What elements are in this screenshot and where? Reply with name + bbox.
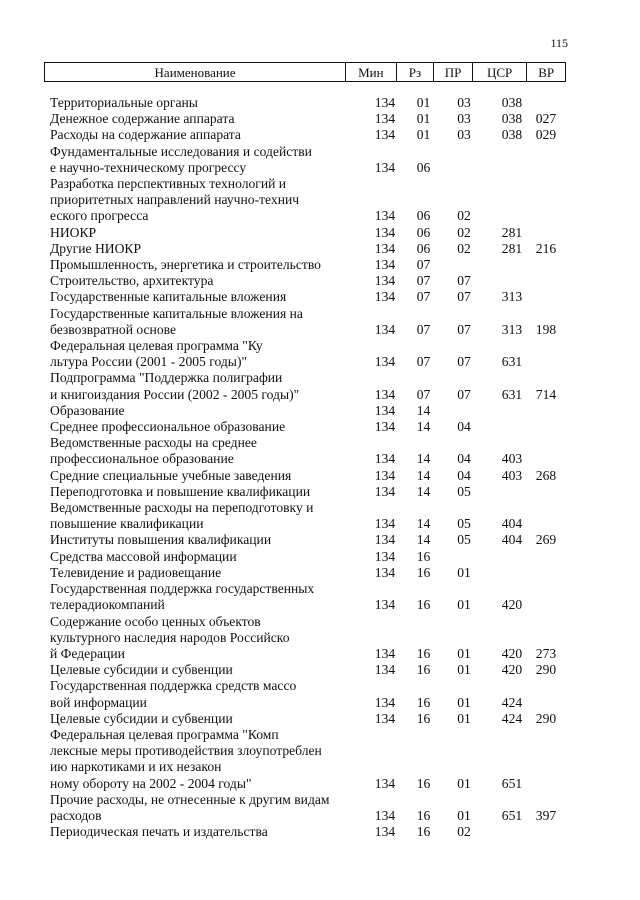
row-pr: 02 — [457, 824, 471, 840]
row-rz: 06 — [416, 208, 431, 224]
row-name: Содержание особо ценных объектов культурного наследия народов Российско й Федерации — [50, 613, 290, 661]
row-vr: 290 — [535, 662, 557, 678]
row-name: Государственная поддержка государственных телерадиокомпаний — [50, 581, 315, 613]
table-row — [0, 532, 640, 548]
table-row — [0, 484, 640, 500]
row-name: НИОКР — [50, 224, 97, 240]
row-csr: 420 — [501, 597, 523, 613]
row-rz: 06 — [416, 159, 431, 175]
row-name: Ведомственные расходы на среднее профессиональное образование — [50, 435, 257, 467]
table-row — [0, 565, 640, 581]
row-min: 134 — [374, 273, 396, 289]
row-csr: 631 — [501, 354, 523, 370]
row-rz: 16 — [416, 662, 431, 678]
row-csr: 651 — [501, 807, 523, 823]
row-pr: 01 — [457, 662, 471, 678]
row-rz: 06 — [416, 240, 431, 256]
row-pr: 01 — [457, 597, 471, 613]
row-csr: 038 — [501, 127, 523, 143]
row-csr: 424 — [501, 694, 523, 710]
row-min: 134 — [374, 532, 396, 548]
row-min: 134 — [374, 224, 396, 240]
row-csr: 420 — [501, 662, 523, 678]
row-csr: 281 — [501, 224, 523, 240]
row-min: 134 — [374, 451, 396, 467]
row-csr: 404 — [501, 532, 523, 548]
row-min: 134 — [374, 127, 396, 143]
row-name: Целевые субсидии и субвенции — [50, 710, 233, 726]
table-body — [0, 95, 640, 840]
row-pr: 05 — [457, 483, 471, 499]
row-pr: 07 — [457, 289, 471, 305]
row-rz: 07 — [416, 257, 431, 273]
header-name: Наименование — [154, 64, 236, 80]
row-min: 134 — [374, 548, 396, 564]
row-csr: 424 — [501, 710, 523, 726]
row-min: 134 — [374, 386, 396, 402]
row-csr: 403 — [501, 451, 523, 467]
row-rz: 14 — [416, 402, 431, 418]
row-pr: 01 — [457, 710, 471, 726]
row-min: 134 — [374, 159, 396, 175]
row-pr: 07 — [457, 354, 471, 370]
row-name: Прочие расходы, не отнесенные к другим видам расходов — [50, 791, 330, 823]
table-row — [0, 824, 640, 840]
row-name: Подпрограмма "Поддержка полиграфии и книгоиздания России (2002 - 2005 годы)" — [50, 370, 300, 402]
row-name: Образование — [50, 402, 125, 418]
row-vr: 027 — [535, 111, 557, 127]
row-rz: 16 — [416, 694, 431, 710]
table-row — [0, 225, 640, 241]
table-header — [44, 62, 566, 82]
table-row — [0, 549, 640, 565]
row-name: Средства массовой информации — [50, 548, 237, 564]
row-min: 134 — [374, 807, 396, 823]
row-vr: 714 — [535, 386, 557, 402]
row-rz: 14 — [416, 451, 431, 467]
row-csr: 651 — [501, 775, 523, 791]
row-rz: 16 — [416, 710, 431, 726]
row-vr: 269 — [535, 532, 557, 548]
row-name: Разработка перспективных технологий и приоритетных направлений научно-технич еского прогресса — [50, 176, 300, 224]
row-name: Телевидение и радиовещание — [50, 564, 222, 580]
table-row — [0, 111, 640, 127]
header-rz: Рз — [396, 63, 434, 81]
row-csr: 313 — [501, 321, 523, 337]
row-rz: 16 — [416, 807, 431, 823]
header-csr: ЦСР — [472, 63, 526, 81]
row-min: 134 — [374, 597, 396, 613]
row-name: Государственные капитальные вложения — [50, 289, 287, 305]
row-pr: 07 — [457, 273, 471, 289]
row-csr: 281 — [501, 240, 523, 256]
row-min: 134 — [374, 824, 396, 840]
row-name: Территориальные органы — [50, 95, 198, 110]
row-pr: 01 — [457, 807, 471, 823]
row-min: 134 — [374, 419, 396, 435]
row-name: Фундаментальные исследования и содействи е научно-техническому прогрессу — [50, 143, 312, 175]
row-rz: 14 — [416, 483, 431, 499]
row-pr: 03 — [457, 111, 471, 127]
table-row — [0, 273, 640, 289]
row-min: 134 — [374, 321, 396, 337]
row-pr: 02 — [457, 224, 471, 240]
row-vr: 290 — [535, 710, 557, 726]
row-rz: 14 — [416, 467, 431, 483]
row-name: Денежное содержание аппарата — [50, 111, 235, 127]
table-row — [0, 614, 640, 663]
table-row — [0, 468, 640, 484]
table-row — [0, 257, 640, 273]
row-rz: 14 — [416, 419, 431, 435]
table-row — [0, 419, 640, 435]
table-row — [0, 370, 640, 402]
row-name: Периодическая печать и издательства — [50, 824, 268, 840]
table-row — [0, 581, 640, 613]
row-rz: 16 — [416, 645, 431, 661]
header-vr: ВР — [526, 63, 565, 81]
table-row — [0, 792, 640, 824]
row-name: Государственные капитальные вложения на безвозвратной основе — [50, 305, 303, 337]
row-rz: 16 — [416, 548, 431, 564]
table-row — [0, 241, 640, 257]
row-vr: 268 — [535, 467, 557, 483]
row-csr: 403 — [501, 467, 523, 483]
row-rz: 07 — [416, 289, 431, 305]
row-name: Другие НИОКР — [50, 240, 142, 256]
row-min: 134 — [374, 564, 396, 580]
row-pr: 04 — [457, 419, 471, 435]
row-name: Федеральная целевая программа "Комп лексные меры противодействия злоупотреблен ию наркотиками и их незакон ному обороту на 2002 - 2004 годы" — [50, 726, 322, 791]
row-rz: 01 — [416, 95, 431, 110]
row-vr: 397 — [535, 807, 557, 823]
row-name: Промышленность, энергетика и строительство — [50, 257, 321, 273]
table-row — [0, 289, 640, 305]
row-csr: 420 — [501, 645, 523, 661]
row-min: 134 — [374, 208, 396, 224]
row-rz: 07 — [416, 354, 431, 370]
row-rz: 16 — [416, 775, 431, 791]
row-vr: 216 — [535, 240, 557, 256]
header-min: Мин — [345, 63, 396, 81]
row-name: Переподготовка и повышение квалификации — [50, 483, 311, 499]
row-pr: 05 — [457, 532, 471, 548]
row-min: 134 — [374, 354, 396, 370]
row-pr: 04 — [457, 467, 471, 483]
table-row — [0, 306, 640, 338]
row-rz: 14 — [416, 516, 431, 532]
row-vr: 273 — [535, 645, 557, 661]
page-number: 115 — [550, 36, 568, 50]
row-csr: 313 — [501, 289, 523, 305]
row-pr: 01 — [457, 694, 471, 710]
row-pr: 02 — [457, 208, 471, 224]
table-row — [0, 435, 640, 467]
row-rz: 01 — [416, 111, 431, 127]
table-row — [0, 662, 640, 678]
table-row — [0, 711, 640, 727]
row-min: 134 — [374, 516, 396, 532]
row-pr: 01 — [457, 564, 471, 580]
table-row — [0, 727, 640, 792]
row-name: Федеральная целевая программа "Ку льтура России (2001 - 2005 годы)" — [50, 338, 263, 370]
row-pr: 01 — [457, 775, 471, 791]
row-name: Институты повышения квалификации — [50, 532, 272, 548]
row-min: 134 — [374, 467, 396, 483]
row-min: 134 — [374, 710, 396, 726]
table-row — [0, 338, 640, 370]
row-rz: 16 — [416, 824, 431, 840]
row-min: 134 — [374, 645, 396, 661]
table-row — [0, 500, 640, 532]
row-pr: 02 — [457, 240, 471, 256]
row-min: 134 — [374, 257, 396, 273]
row-rz: 14 — [416, 532, 431, 548]
table-row — [0, 176, 640, 225]
header-pr: ПР — [433, 63, 472, 81]
row-vr: 029 — [535, 127, 557, 143]
row-csr: 404 — [501, 516, 523, 532]
row-rz: 07 — [416, 273, 431, 289]
table-row — [0, 144, 640, 176]
row-rz: 06 — [416, 224, 431, 240]
row-min: 134 — [374, 289, 396, 305]
row-name: Ведомственные расходы на переподготовку и повышение квалификации — [50, 500, 314, 532]
table-row — [0, 403, 640, 419]
row-name: Государственная поддержка средств массо вой информации — [50, 678, 297, 710]
row-vr: 198 — [535, 321, 557, 337]
row-min: 134 — [374, 240, 396, 256]
row-name: Строительство, архитектура — [50, 273, 214, 289]
row-min: 134 — [374, 402, 396, 418]
row-pr: 04 — [457, 451, 471, 467]
row-csr: 038 — [501, 95, 523, 110]
row-rz: 07 — [416, 321, 431, 337]
table-row — [0, 95, 640, 111]
row-min: 134 — [374, 111, 396, 127]
row-min: 134 — [374, 775, 396, 791]
row-pr: 07 — [457, 386, 471, 402]
row-min: 134 — [374, 694, 396, 710]
row-pr: 07 — [457, 321, 471, 337]
row-rz: 16 — [416, 597, 431, 613]
row-pr: 01 — [457, 645, 471, 661]
row-name: Среднее профессиональное образование — [50, 419, 286, 435]
row-pr: 03 — [457, 95, 471, 110]
table-row — [0, 127, 640, 143]
row-min: 134 — [374, 483, 396, 499]
row-rz: 07 — [416, 386, 431, 402]
row-csr: 038 — [501, 111, 523, 127]
row-pr: 03 — [457, 127, 471, 143]
row-min: 134 — [374, 662, 396, 678]
row-name: Расходы на содержание аппарата — [50, 127, 241, 143]
row-name: Целевые субсидии и субвенции — [50, 662, 233, 678]
row-name: Средние специальные учебные заведения — [50, 467, 292, 483]
row-pr: 05 — [457, 516, 471, 532]
table-row — [0, 678, 640, 710]
row-csr: 631 — [501, 386, 523, 402]
row-rz: 01 — [416, 127, 431, 143]
row-rz: 16 — [416, 564, 431, 580]
row-min: 134 — [374, 95, 396, 110]
